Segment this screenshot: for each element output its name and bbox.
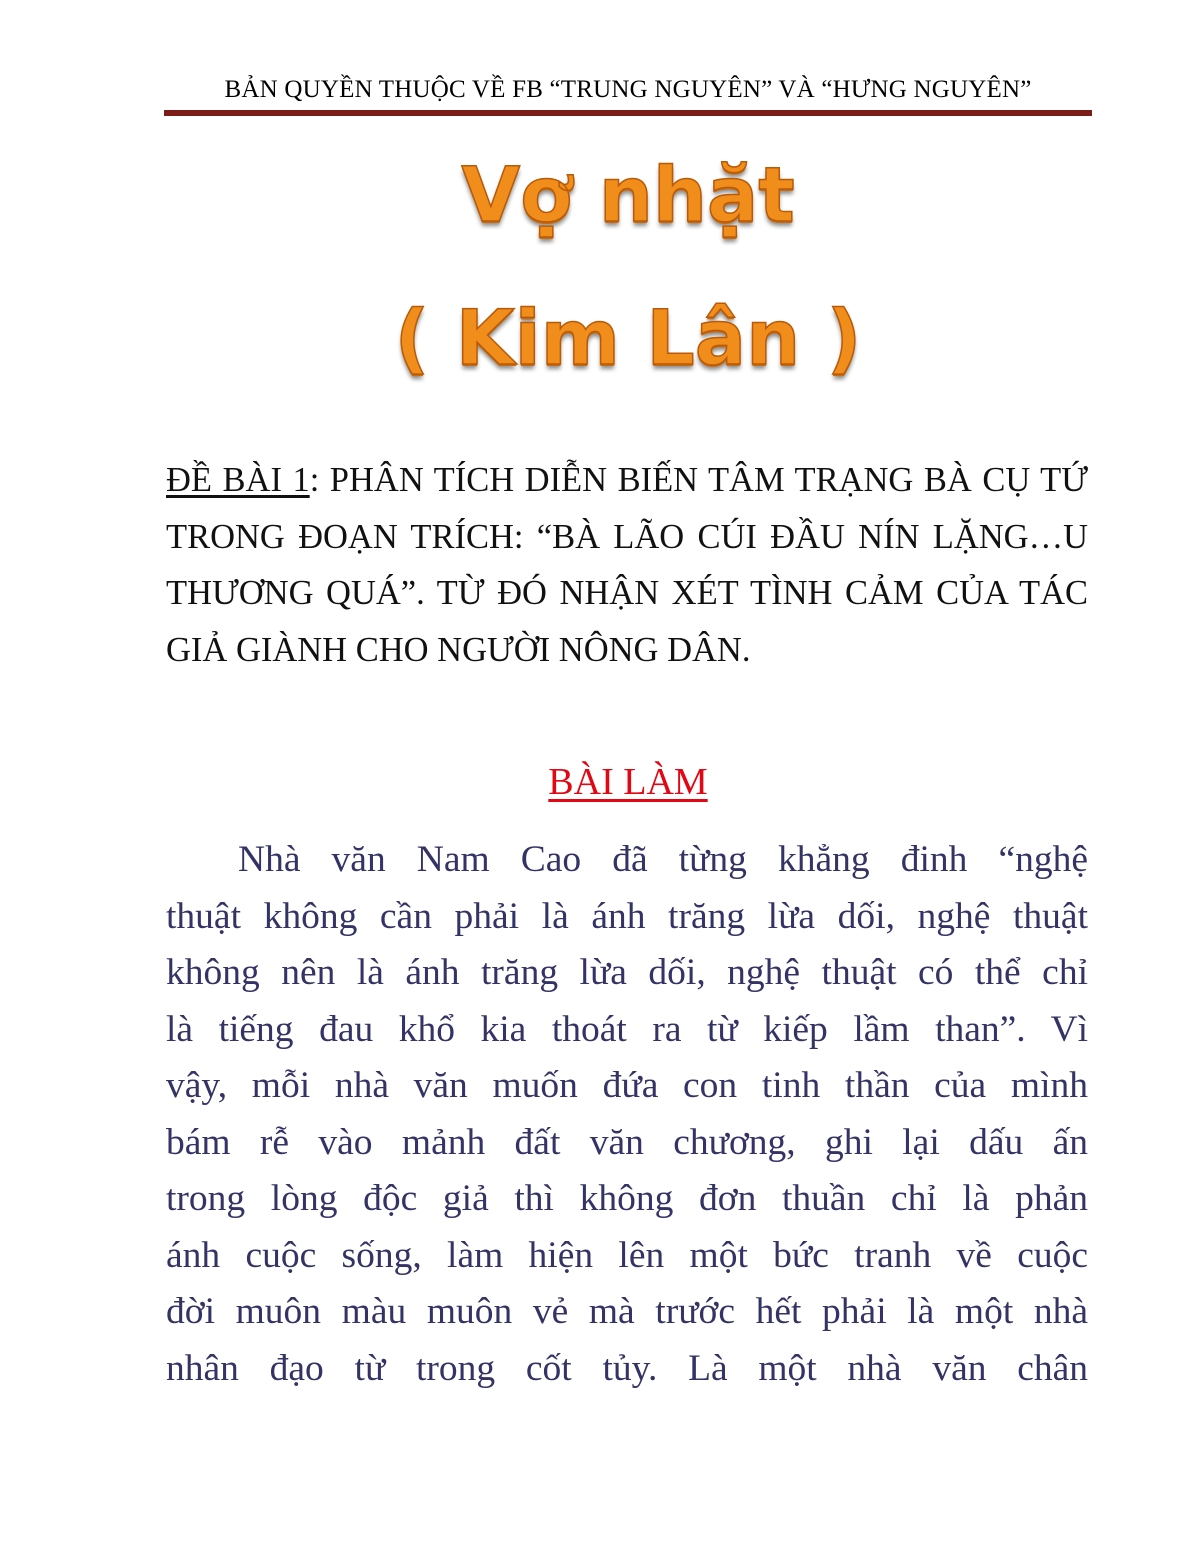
prompt-label: ĐỀ BÀI 1 xyxy=(166,461,310,499)
prompt-text: : PHÂN TÍCH DIỄN BIẾN TÂM TRẠNG BÀ CỤ TỨ TRONG ĐOẠN TRÍCH: “BÀ LÃO CÚI ĐẦU NÍN LẶNG…U THƯƠNG QUÁ”. TỪ ĐÓ NHẬN XÉT TÌNH CẢM CỦA TÁC GIẢ GIÀNH CHO NGƯỜI NÔNG DÂN. xyxy=(166,461,1088,669)
essay-line: vậy, mỗi nhà văn muốn đứa con tinh thần của mình xyxy=(166,1065,1088,1106)
document-author: ( Kim Lân ) xyxy=(394,293,862,382)
essay-line: bám rễ vào mảnh đất văn chương, ghi lại dấu ấn xyxy=(166,1121,1088,1163)
essay-line: trong lòng độc giả thì không đơn thuần chỉ là phản xyxy=(166,1178,1088,1219)
essay-line: ánh cuộc sống, làm hiện lên một bức tranh về cuộc xyxy=(166,1234,1088,1276)
essay-prompt xyxy=(166,452,1088,678)
answer-heading: BÀI LÀM xyxy=(548,761,708,803)
essay-line: đời muôn màu muôn vẻ mà trước hết phải là một nhà xyxy=(166,1291,1088,1332)
essay-line: thuật không cần phải là ánh trăng lừa dối, nghệ thuật xyxy=(166,895,1088,937)
document-title: Vợ nhặt xyxy=(461,150,795,239)
essay-line: là tiếng đau khổ kia thoát ra từ kiếp lầm than”. Vì xyxy=(166,1008,1088,1050)
essay-line: Nhà văn Nam Cao đã từng khẳng đinh “nghệ xyxy=(238,839,1088,880)
essay-body xyxy=(166,832,1088,1397)
essay-line: nhân đạo từ trong cốt tủy. Là một nhà văn chân xyxy=(166,1347,1088,1389)
header-divider xyxy=(164,110,1092,116)
copyright-header: BẢN QUYỀN THUỘC VỀ FB “TRUNG NGUYÊN” VÀ “HƯNG NGUYÊN” xyxy=(224,76,1032,103)
essay-line: không nên là ánh trăng lừa dối, nghệ thuật có thể chỉ xyxy=(166,952,1088,993)
